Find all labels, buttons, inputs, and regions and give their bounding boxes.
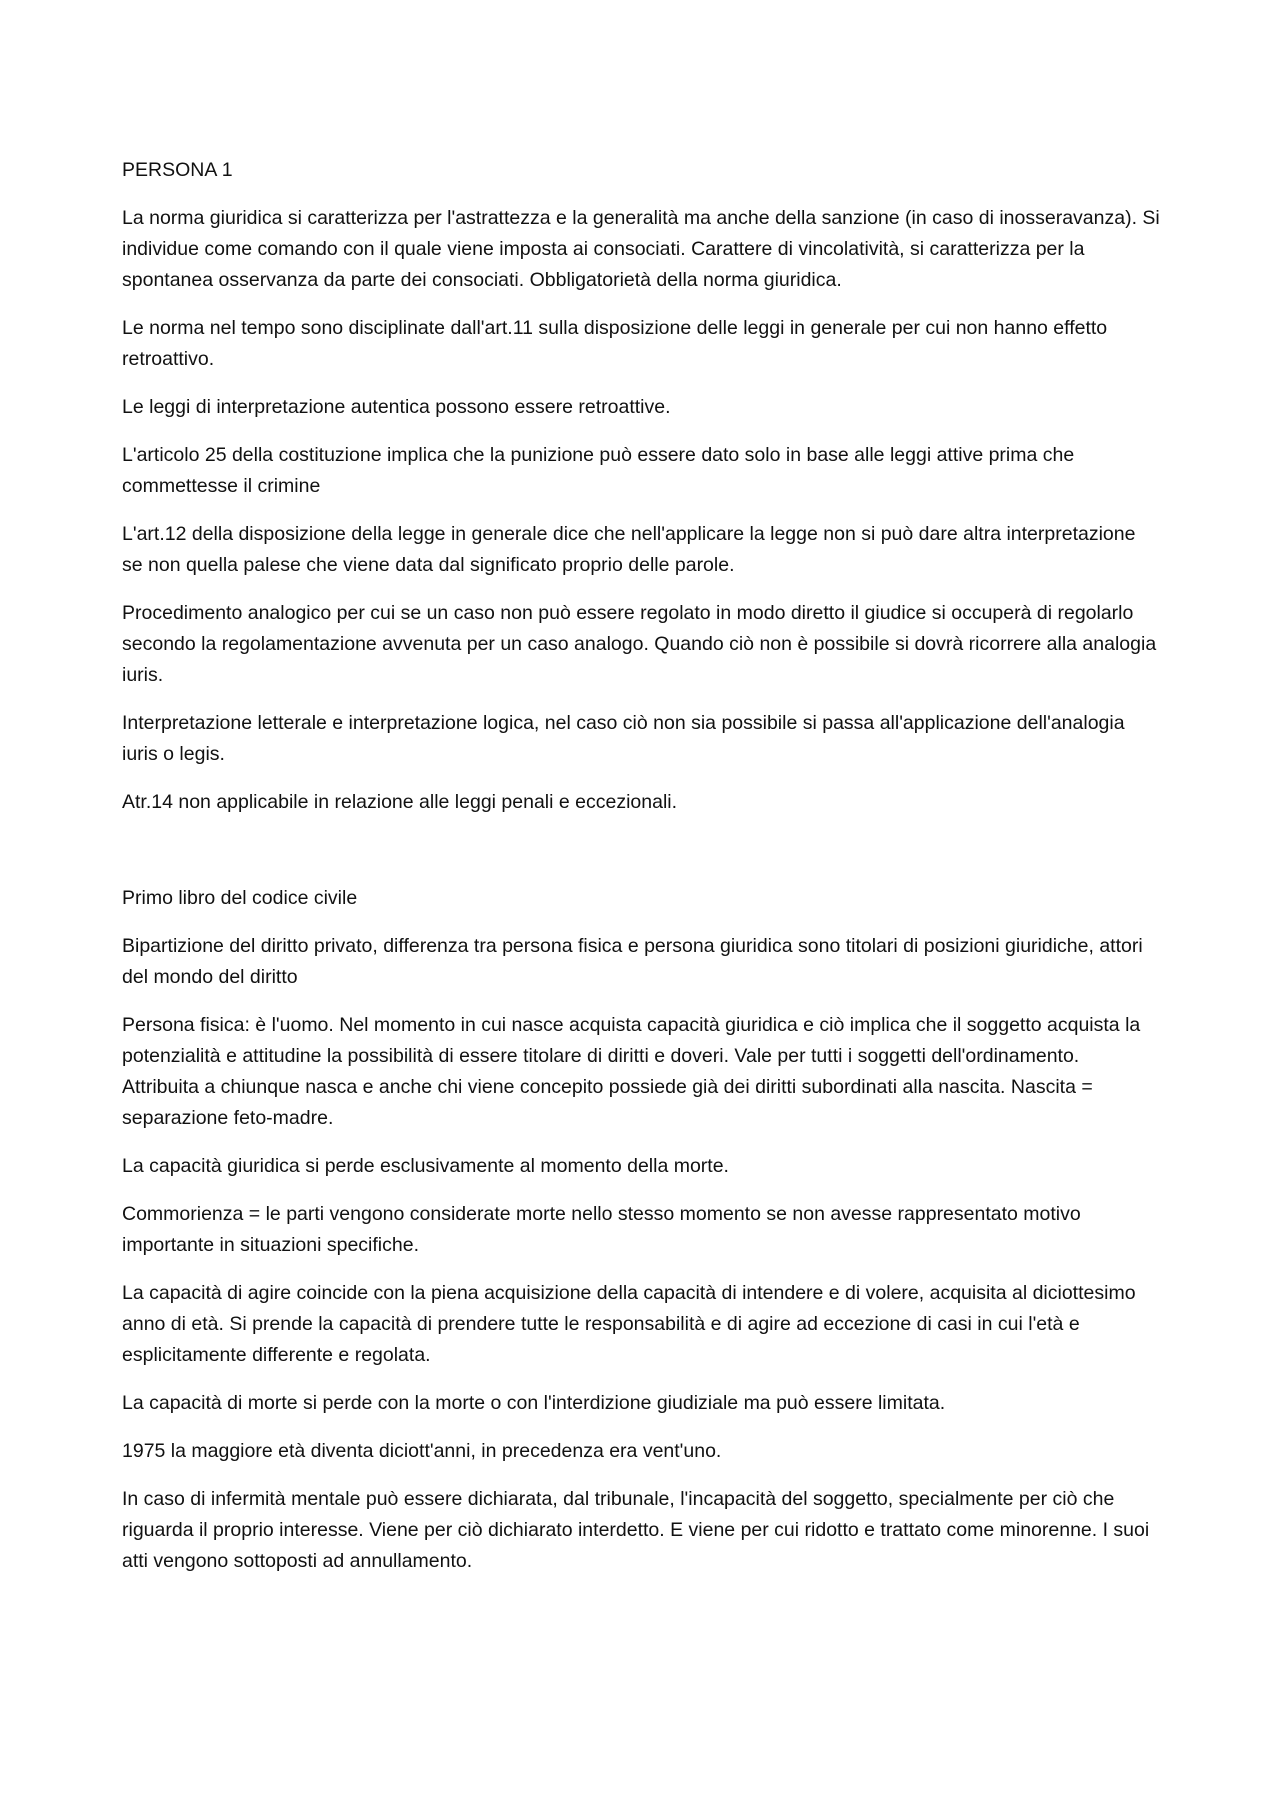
heading-primo-libro: Primo libro del codice civile bbox=[122, 887, 358, 909]
paragraph-infermita-mentale: In caso di infermità mentale può essere dichiarata, dal tribunale, l'incapacità del soggetto, specialmente per ciò che riguarda il proprio interesse. Viene per ciò dichiarato interdetto. E viene per cui ridotto e trattato come minorenne. I suoi atti vengono sottoposti ad annullamento. bbox=[122, 1488, 1150, 1572]
heading-persona-1: PERSONA 1 bbox=[122, 159, 233, 181]
paragraph-art-11: Le norma nel tempo sono disciplinate dall'art.11 sulla disposizione delle leggi in generale per cui non hanno effetto retroattivo. bbox=[122, 317, 1108, 370]
paragraph-art-14: Atr.14 non applicabile in relazione alle leggi penali e eccezionali. bbox=[122, 791, 678, 813]
paragraph-art-12: L'art.12 della disposizione della legge in generale dice che nell'applicare la legge non si può dare altra interpretazione se non quella palese che viene data dal significato proprio delle parole. bbox=[122, 523, 1136, 576]
paragraph-commorienza: Commorienza = le parti vengono considerate morte nello stesso momento se non avesse rappresentato motivo importante in situazioni specifiche. bbox=[122, 1203, 1081, 1256]
paragraph-norma-giuridica: La norma giuridica si caratterizza per l'astrattezza e la generalità ma anche della sanzione (in caso di inosseravanza). Si individue come comando con il quale viene imposta ai consociati. Carattere di vincolatività, si caratterizza per la spontanea osservanza da parte dei consociati. Obbligatorietà della norma giuridica. bbox=[122, 207, 1160, 291]
paragraph-procedimento-analogico: Procedimento analogico per cui se un caso non può essere regolato in modo diretto il giudice si occuperà di regolarlo secondo la regolamentazione avvenuta per un caso analogo. Quando ciò non è possibile si dovrà ricorrere alla analogia iuris. bbox=[122, 602, 1157, 686]
paragraph-capacita-morte: La capacità di morte si perde con la morte o con l'interdizione giudiziale ma può essere limitata. bbox=[122, 1392, 946, 1414]
paragraph-art-25: L'articolo 25 della costituzione implica che la punizione può essere dato solo in base alle leggi attive prima che commettesse il crimine bbox=[122, 444, 1075, 497]
paragraph-capacita-agire: La capacità di agire coincide con la piena acquisizione della capacità di intendere e di volere, acquisita al diciottesimo anno di età. Si prende la capacità di prendere tutte le responsabilità e di agire ad eccezione di casi in cui l'età e esplicitamente differente e regolata. bbox=[122, 1282, 1136, 1366]
paragraph-interpretazione-autentica: Le leggi di interpretazione autentica possono essere retroattive. bbox=[122, 396, 671, 418]
paragraph-bipartizione: Bipartizione del diritto privato, differenza tra persona fisica e persona giuridica sono titolari di posizioni giuridiche, attori del mondo del diritto bbox=[122, 935, 1143, 988]
section-spacer bbox=[122, 835, 1160, 883]
paragraph-interpretazione-letterale: Interpretazione letterale e interpretazione logica, nel caso ciò non sia possibile si passa all'applicazione dell'analogia iuris o legis. bbox=[122, 712, 1125, 765]
paragraph-capacita-giuridica: La capacità giuridica si perde esclusivamente al momento della morte. bbox=[122, 1155, 729, 1177]
paragraph-persona-fisica: Persona fisica: è l'uomo. Nel momento in cui nasce acquista capacità giuridica e ciò implica che il soggetto acquista la potenzialità e attitudine la possibilità di essere titolare di diritti e doveri. Vale per tutti i soggetti dell'ordinamento. Attribuita a chiunque nasca e anche chi viene concepito possiede già dei diritti subordinati alla nascita. Nascita = separazione feto-madre. bbox=[122, 1014, 1141, 1129]
paragraph-maggiore-eta: 1975 la maggiore età diventa diciott'anni, in precedenza era vent'uno. bbox=[122, 1440, 722, 1462]
